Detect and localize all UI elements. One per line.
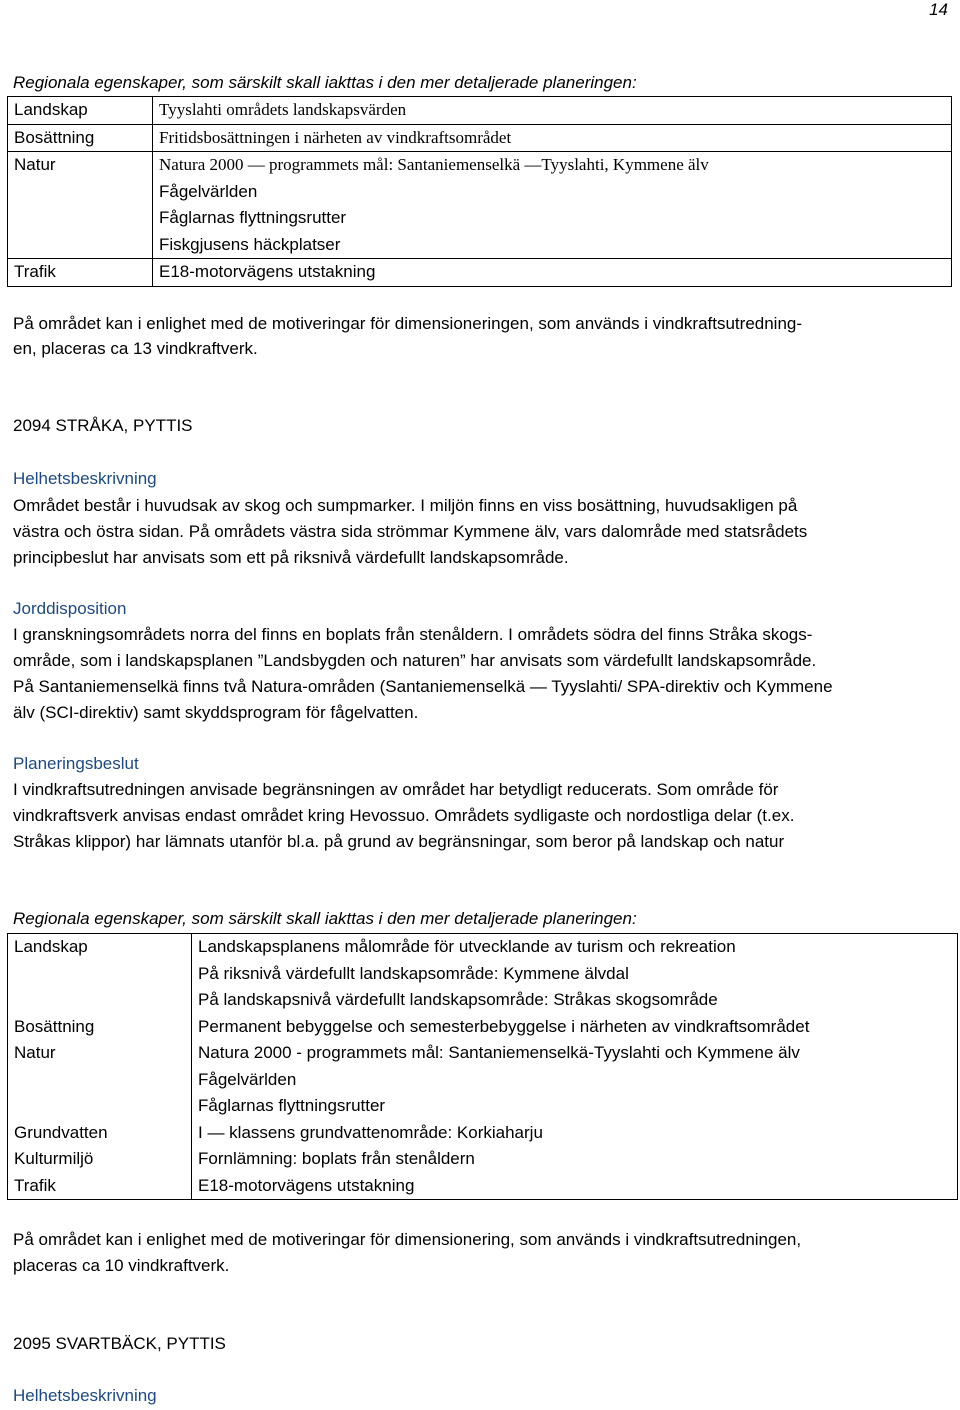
s1-label-bosattning: Bosättning [8, 124, 153, 152]
s1-label-landskap: Landskap [8, 97, 153, 125]
s1-value: E18-motorvägens utstakning [159, 262, 376, 281]
s2-value: E18-motorvägens utstakning [198, 1175, 415, 1195]
area2094-overview-2: västra och östra sidan. På områdets västra sida strömmar Kymmene älv, vars dalområde med statsrådets [13, 522, 808, 541]
area2094-land-4: älv (SCI-direktiv) samt skyddsprogram för fågelvatten. [13, 703, 419, 722]
section2-table [7, 933, 958, 1200]
area2094-land-2: område, som i landskapsplanen ”Landsbygden och naturen” har anvisats som värdefullt landskapsområde. [13, 651, 817, 670]
section2-conclusion-2: placeras ca 10 vindkraftverk. [13, 1256, 230, 1275]
s2-label-kulturmiljo: Kulturmiljö [8, 1146, 192, 1173]
area2094-overview-heading: Helhetsbeskrivning [13, 469, 157, 488]
page-number: 14 [929, 0, 948, 19]
s1-value: Tyyslahti områdets landskapsvärden [159, 100, 407, 119]
s2-value: Fornlämning: boplats från stenåldern [198, 1149, 475, 1168]
s1-value: Natura 2000 — programmets mål: Santaniemenselkä —Tyyslahti, Kymmene älv [159, 155, 709, 174]
s1-label-natur: Natur [8, 152, 153, 259]
s1-label-trafik: Trafik [8, 259, 153, 287]
s2-value: I — klassens grundvattenområde: Korkiaharju [198, 1122, 543, 1142]
s2-value: Fågelvärlden [198, 1069, 297, 1089]
area2094-land-heading: Jorddisposition [13, 599, 127, 618]
area2094-overview-3: principbeslut har anvisats som ett på riksnivå värdefullt landskapsområde. [13, 548, 569, 567]
s2-value: På landskapsnivå värdefullt landskapsområde: Stråkas skogsområde [198, 990, 718, 1009]
s2-value: Fåglarnas flyttningsrutter [198, 1096, 386, 1115]
s2-label-landskap: Landskap [8, 934, 192, 1014]
area2094-land-1: I granskningsområdets norra del finns en boplats från stenåldern. I områdets södra del finns Stråka skogs- [13, 625, 813, 644]
section1-conclusion-2: en, placeras ca 13 vindkraftverk. [13, 339, 258, 358]
s2-value: På riksnivå värdefullt landskapsområde: Kymmene älvdal [198, 963, 629, 983]
s2-value: Permanent bebyggelse och semesterbebyggelse i närheten av vindkraftsområdet [198, 1016, 810, 1036]
area2094-decision-3: Stråkas klippor) har lämnats utanför bl.a. på grund av begränsningar, som beror på landskap och natur [13, 832, 785, 851]
section1-conclusion-1: På området kan i enlighet med de motiveringar för dimensioneringen, som används i vindkraftsutredning- [13, 314, 803, 333]
s1-value: Fåglarnas flyttningsrutter [159, 208, 347, 227]
area2095-overview-heading: Helhetsbeskrivning [13, 1386, 157, 1405]
area2094-decision-1: I vindkraftsutredningen anvisade begränsningen av området har betydligt reducerats. Som område för [13, 780, 779, 799]
area2094-decision-heading: Planeringsbeslut [13, 754, 139, 773]
area2094-title: 2094 STRÅKA, PYTTIS [13, 416, 193, 435]
area2094-decision-2: vindkraftsverk anvisas endast området kring Hevossuo. Områdets sydligaste och nordostliga delar (t.ex. [13, 806, 795, 825]
s2-value: Landskapsplanens målområde för utvecklande av turism och rekreation [198, 937, 736, 956]
section2-heading: Regionala egenskaper, som särskilt skall iakttas i den mer detaljerade planeringen: [13, 909, 637, 928]
area2094-overview-1: Området består i huvudsak av skog och sumpmarker. I miljön finns en viss bosättning, huvudsakligen på [13, 496, 798, 515]
area2094-land-3: På Santaniemenselkä finns två Natura-områden (Santaniemenselkä — Tyyslahti/ SPA-direktiv och Kymmene [13, 677, 833, 696]
area2095-title: 2095 SVARTBÄCK, PYTTIS [13, 1334, 226, 1353]
s1-value: Fågelvärlden [159, 181, 258, 201]
s2-label-natur: Natur [8, 1040, 192, 1120]
s1-value: Fiskgjusens häckplatser [159, 234, 341, 254]
s2-label-grundvatten: Grundvatten [8, 1120, 192, 1147]
section2-conclusion-1: På området kan i enlighet med de motiveringar för dimensionering, som används i vindkraftsutredningen, [13, 1230, 802, 1249]
s2-label-trafik: Trafik [8, 1173, 192, 1200]
section1-table [7, 96, 952, 287]
s2-label-bosattning: Bosättning [8, 1014, 192, 1041]
section1-heading: Regionala egenskaper, som särskilt skall iakttas i den mer detaljerade planeringen: [13, 73, 637, 92]
s1-value: Fritidsbosättningen i närheten av vindkraftsområdet [159, 127, 512, 147]
s2-value: Natura 2000 - programmets mål: Santaniemenselkä-Tyyslahti och Kymmene älv [198, 1043, 800, 1062]
